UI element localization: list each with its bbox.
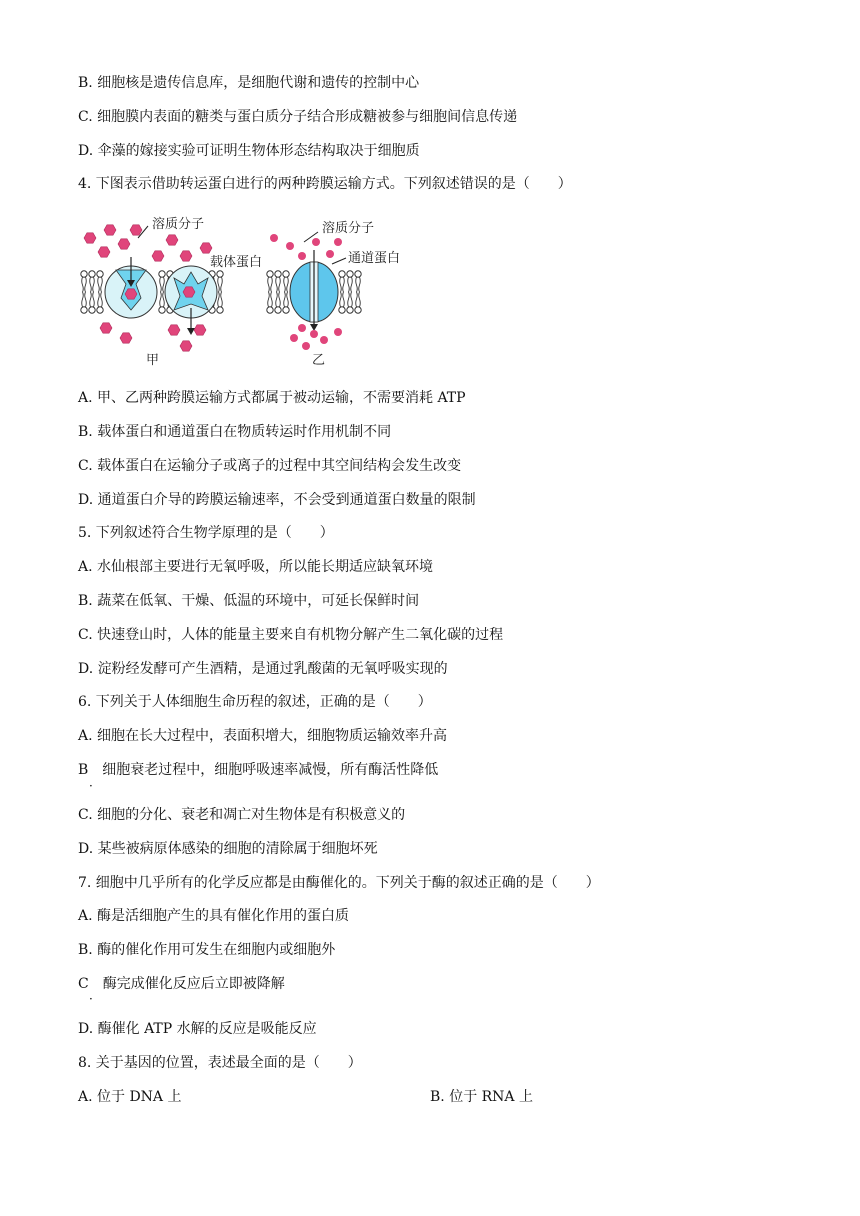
question-4: 4. 下图表示借助转运蛋白进行的两种跨膜运输方式。下列叙述错误的是（ ） [78, 176, 572, 192]
line-q6a: A. 细胞在长大过程中，表面积增大，细胞物质运输效率升高 [78, 728, 448, 744]
line-q3b: B. 细胞核是遗传信息库，是细胞代谢和遗传的控制中心 [78, 75, 420, 91]
line-q5d: D. 淀粉经发酵可产生酒精，是通过乳酸菌的无氧呼吸实现的 [78, 661, 448, 677]
question-7: 7. 细胞中几乎所有的化学反应都是由酶催化的。下列关于酶的叙述正确的是（ ） [78, 875, 600, 891]
question-8: 8. 关于基因的位置，表述最全面的是（ ） [78, 1055, 362, 1071]
question-5: 5. 下列叙述符合生物学原理的是（ ） [78, 525, 334, 541]
label-channel-protein: 通道蛋白 [348, 251, 401, 266]
line-q6b: B 细胞衰老过程中，细胞呼吸速率减慢，所有酶活性降低 [78, 762, 439, 778]
line-q7b: B. 酶的催化作用可发生在细胞内或细胞外 [78, 942, 336, 958]
question-6: 6. 下列关于人体细胞生命历程的叙述，正确的是（ ） [78, 694, 432, 710]
line-q8b: B. 位于 RNA 上 [430, 1089, 533, 1105]
line-q6c: C. 细胞的分化、衰老和凋亡对生物体是有积极意义的 [78, 807, 406, 823]
line-q7c: C 酶完成催化反应后立即被降解 [78, 976, 285, 992]
dot-mark: · [89, 992, 93, 1006]
label-yi: 乙 [312, 353, 326, 368]
dot-mark: · [89, 779, 93, 793]
line-q5a: A. 水仙根部主要进行无氧呼吸，所以能长期适应缺氧环境 [78, 559, 434, 575]
line-q3c: C. 细胞膜内表面的糖类与蛋白质分子结合形成糖被参与细胞间信息传递 [78, 109, 518, 125]
line-q7a: A. 酶是活细胞产生的具有催化作用的蛋白质 [78, 908, 350, 924]
label-solute-right: 溶质分子 [322, 221, 375, 236]
channel-protein [290, 250, 338, 331]
label-carrier-protein: 载体蛋白 [210, 255, 263, 270]
line-q4c: C. 载体蛋白在运输分子或离子的过程中其空间结构会发生改变 [78, 458, 462, 474]
membrane-transport-figure [76, 212, 436, 372]
label-solute-left: 溶质分子 [152, 217, 205, 232]
line-q7d: D. 酶催化 ATP 水解的反应是吸能反应 [78, 1021, 317, 1037]
line-q5b: B. 蔬菜在低氧、干燥、低温的环境中，可延长保鲜时间 [78, 593, 420, 609]
line-q4d: D. 通道蛋白介导的跨膜运输速率，不会受到通道蛋白数量的限制 [78, 492, 476, 508]
line-q5c: C. 快速登山时，人体的能量主要来自有机物分解产生二氧化碳的过程 [78, 627, 504, 643]
line-q6d: D. 某些被病原体感染的细胞的清除属于细胞坏死 [78, 841, 378, 857]
line-q8a: A. 位于 DNA 上 [78, 1089, 182, 1105]
line-q3d: D. 伞藻的嫁接实验可证明生物体形态结构取决于细胞质 [78, 143, 420, 159]
line-q4b: B. 载体蛋白和通道蛋白在物质转运时作用机制不同 [78, 424, 392, 440]
label-jia: 甲 [146, 353, 160, 368]
line-q4a: A. 甲、乙两种跨膜运输方式都属于被动运输，不需要消耗 ATP [78, 390, 466, 406]
carrier-protein-1 [105, 257, 157, 318]
